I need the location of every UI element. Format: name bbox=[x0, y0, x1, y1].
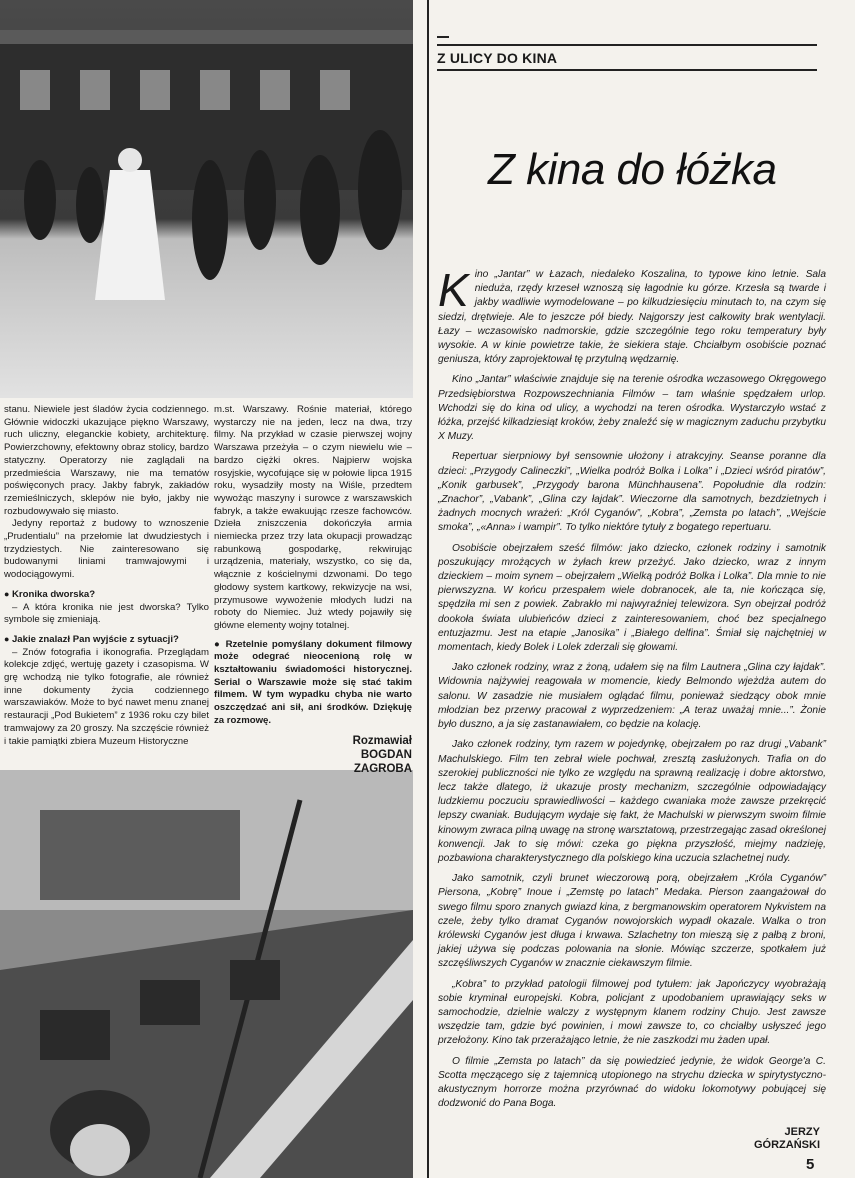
article-body bbox=[438, 264, 826, 1117]
paragraph: „Kobra” to przykład patologii filmowej pod tytułem: jak Japończycy wyobrażają sobie kryminał europejski. Kobra, policjant z upodobaniem uprawiający seks w samochodzie, dzielnie walczy z występnym klanem rodziny Chujo. Jest zawsze wszędzie tam, gdzie być powinien, i mowi zawsze to, co chciałby usłyszeć jego przełożony. Kino tak przerażająco letnie, że nie zaszkodzi mu żaden upał. bbox=[438, 978, 826, 1047]
interview-answer: – A która kronika nie jest dworska? Tylko symbole się zmieniają. bbox=[4, 602, 209, 627]
paragraph: Osobiście obejrzałem sześć filmów: jako dziecko, członek rodziny i samotnik poszukujący mrożących w żyłach krew przeżyć. Jako dziecko, wraz z innym dzieckiem – moim synem – obejrzałem „Wielką podróż Bolka i Lolka”. Dla mnie to nie pierwszyzna. W końcu przespałem wiele dobranocek, ale ta, nie kończąca się, spędziła mi sen z powiek. Zabrakło mi najwyraźniej telewizora. Syn obejrzał podróż dookoła świata ulubieńców dzieci z zainteresowaniem, choć bez specjalnego entuzjazmu. Jest na etapie „Janosika” i „Białego delfina”. Śmiał się najchętniej w momentach, kiedy Bolek i Lolek zderzali się głowami. bbox=[438, 542, 826, 654]
interview-question: ● Kronika dworska? bbox=[4, 588, 209, 602]
lead-paragraph bbox=[438, 264, 826, 367]
section-label: Z ULICY DO KINA bbox=[437, 50, 558, 66]
signature-line: BOGDAN bbox=[360, 748, 412, 761]
photo-bridge-refugees bbox=[0, 770, 413, 1178]
interview-answer: – Znów fotografia i ikonografia. Przeglądam kolekcje zdjęć, wertuję gazety i czasopisma. W grę wchodzą nie tylko fotografie, ale również inne dokumenty życia codziennego warszawiaków. Może to być nawet menu znanej restauracji „Pod Bukietem” z 1936 roku czy bilet tramwajowy za 20 groszy. Na szczęście również i takie pamiątki zbiera Muzeum Historyczne bbox=[4, 647, 209, 749]
signature-line: JERZY bbox=[784, 1126, 820, 1138]
paragraph: Jako członek rodziny, tym razem w pojedynkę, obejrzałem po raz drugi „Vabank” Machulskiego. Film ten zebrał wiele pochwał, zresztą zasłużonych. Trafia on do szerokiej publiczności nie tylko ze względu na sprawną realizację i dobre aktorstwo, lecz także dlatego, iż ukazuje prosty mechanizm, szczególnie odpowiadający ludzkiemu poczuciu sprawiedliwości – każdego cwaniaka może zawsze przekręcić lepszy cwaniak. Budującym wydaje się fakt, że Machulski w pierwszym swoim filmie kinowym zwraca pilną uwagę na stronę warsztatową, przestrzegając zasad określonej konwencji. Jak to się mówi: czeka go piękna przyszłość, miejmy nadzieję, pozbawiona charakterystycznego dla polskiego kina uczucia szlachetnej nudy. bbox=[438, 739, 826, 864]
drop-cap: K bbox=[438, 264, 469, 316]
interviewer-signature bbox=[214, 734, 412, 776]
article-headline: Z kina do łóżka bbox=[488, 145, 777, 194]
paragraph: Jako członek rodziny, wraz z żoną, udałem się na film Lautnera „Glina czy łajdak”. Widownia najżywiej reagowała w momencie, kiedy Belmondo wjeżdża autem do salonu. W zasadzie nie musiałem oglądać filmu, ponieważ siedzący obok mnie młodzian bez przerwy pracował z wyprzedzeniem: „A teraz uważaj mnie...”. Żonie było duszno, a ja się zastanawiałem, co będzie na kolację. bbox=[438, 662, 826, 731]
paragraph: Repertuar sierpniowy był sensownie ułożony i atrakcyjny. Seanse poranne dla dzieci: „Przygody Calineczki”, „Wielka podróż Bolka i Lolka” i „Dzieci wśród piratów”, „Konik garbusek”, „Przygody barona Münchhausena”. Popołudnie dla rodzin: „Znachor”, „Vabank”, „Glina czy łajdak”. Wieczorne dla samotnych, bezdzietnych i żadnych mocnych wrażeń: „Król Cyganów”, „Kobra”, „Zemsta po latach”, „Wejście smoka”, „«Anna» i wampir”. To tylko niektóre tytuły z bogatego repertuaru. bbox=[438, 451, 826, 534]
section-rule-bottom bbox=[437, 69, 817, 71]
signature-line: ZAGROBA bbox=[353, 762, 412, 775]
paragraph: m.st. Warszawy. Rośnie materiał, którego wystarczy nie na jeden, lecz na dwa, trzy filmy. Na przykład w czasie pierwszej wojny Warszawa przeżyła – o czym niewielu wie – bardzo ciężki okres. Najpierw wojska rosyjskie, wycofujące się w połowie lipca 1915 roku, wysadziły mosty na Wiśle, przedtem wywożąc maszyny i surowce z warszawskich fabryk, a także ewakuując rzesze fachowców. Dzieła zniszczenia dokończyła armia niemiecka przez trzy lata okupacji prowadząc rabunkową gospodarkę, rekwirując urządzenia, materiały, wszystko, co się da, włącznie z kościelnymi dzwonami. Do tego głodowy system kartkowy, rekwizycje na wsi, przymusowe wywożenie młodych ludzi na roboty do Niemiec. Już wtedy pojawiły się główne elementy wojny totalnej. bbox=[214, 404, 412, 631]
photo-train-station bbox=[0, 0, 413, 398]
left-text-column-2 bbox=[214, 404, 412, 776]
column-divider bbox=[427, 0, 429, 1178]
signature-line: GÓRZAŃSKI bbox=[754, 1139, 820, 1151]
paragraph: O filmie „Zemsta po latach” da się powiedzieć jedynie, że widok George'a C. Scotta męczącego się z tajemnicą utopionego na strychu dziecka w spirytystyczno-akustycznym horrorze można przyrównać do widoku lokomotywy pobującej się dodzwonić do Pana Boga. bbox=[438, 1055, 826, 1110]
closing-remark: ● Rzetelnie pomyślany dokument filmowy może odegrać nieocenioną rolę w kształtowaniu świadomości historycznej. Serial o Warszawie może się stać takim filmem. W tym wypadku chyba nie warto oszczędzać ani sił, ani środków. Dziękuję za rozmowę. bbox=[214, 639, 412, 728]
interview-question: ● Jakie znalazł Pan wyjście z sytuacji? bbox=[4, 633, 209, 647]
section-rule bbox=[437, 36, 449, 38]
author-signature bbox=[640, 1126, 820, 1152]
lead-text: ino „Jantar” w Łazach, niedaleko Koszalina, to typowe kino letnie. Sala nieduża, rzędy krzeseł wznoszą się łagodnie ku górze. Krzesła są twarde i jakby wadliwie wymodelowane – po kilkudziesięciu minutach to, na czym się siedzi, drętwieje. Ale to jeszcze pół biedy. Najgorszy jest całkowity brak wentylacji. Łazy – wczasowisko nadmorskie, gdzie szczególnie tego roku temperatury były wysokie. A w kinie powietrze takie, że siekiera staje. Chciałbym osobiście poznać geniusza, który zaprojektował tę przytulną wędzarnię. bbox=[438, 269, 826, 366]
paragraph: Jako samotnik, czyli brunet wieczorową porą, obejrzałem „Króla Cyganów” Piersona, „Kobrę” Inoue i „Zemstę po latach” Medaka. Pierson zaangażował do swego filmu sporo znanych gwiazd kina, z bergmanowskim operatorem Nykvistem na czele, żeby tylko dramat Cyganów nowojorskich wypadł okazale. Walka o tron królewski Cyganów jest długa i krwawa. Szlachetny ton mieszą się z pałbą z broni, jakiej używa się podczas polowania na słonie. Mówiąc szczerze, spotkałem już szczęśliwszych Cyganów w znacznie ciekawszym filmie. bbox=[438, 873, 826, 970]
paragraph: Jedyny reportaż z budowy to wznoszenie „Prudentialu” na przełomie lat dwudziestych i trzydziestych. Nie zainteresowano się budowanymi liniami tramwajowymi i wodociągowymi. bbox=[4, 518, 209, 581]
paragraph: Kino „Jantar” właściwie znajduje się na terenie ośrodka wczasowego Okręgowego Przedsiębiorstwa Rozpowszechniania Filmów – tam właśnie spędzałem urlop. Wchodzi się do kina od ulicy, a wychodzi na teren ośrodka. Wystarczyło wstać z łóżka, przejść kilkadziesiąt kroków, żeby znaleźć się w magicznym zaduchu przybytku X Muzy. bbox=[438, 374, 826, 443]
left-text-column-1 bbox=[4, 404, 209, 748]
page-number: 5 bbox=[806, 1156, 815, 1173]
paragraph: stanu. Niewiele jest śladów życia codziennego. Głównie widoczki ukazujące piękno Warszawy, ruch uliczny, eleganckie kobiety, architekturę. Powierzchowny, efektowny obraz stolicy, bardzo statyczny. Operatorzy nie zaglądali na przedmieścia Warszawy, nie ma tematów poświęconych pracy. Jakby fabryk, zakładów rzemieślniczych, sklepów nie było, jakby nie rozbudowywało się miasto. bbox=[4, 404, 209, 517]
section-header bbox=[437, 36, 817, 71]
signature-line: Rozmawiał bbox=[352, 734, 412, 747]
